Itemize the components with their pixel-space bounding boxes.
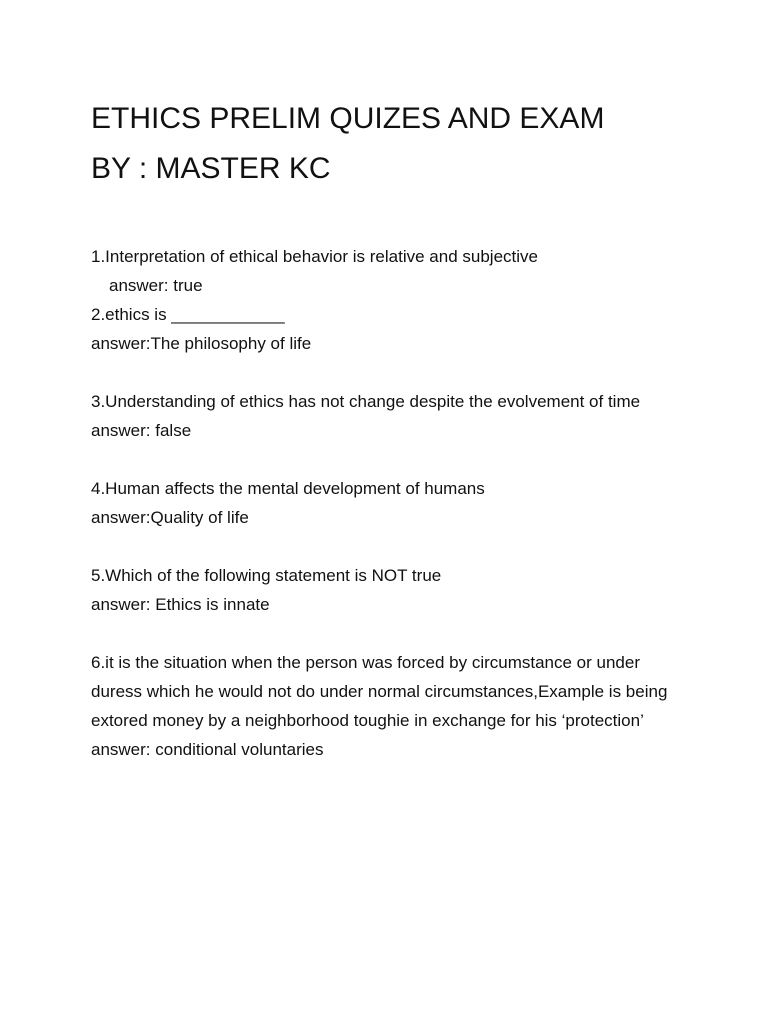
question-6: 6.it is the situation when the person was forced by circumstance or under duress which he would not do under normal circumstances,Example is being extored money by a neighborhood toughie in exchange for his ‘protection’ [91, 653, 668, 730]
quiz-content [91, 242, 691, 764]
title-line-2: BY : MASTER KC [91, 152, 331, 185]
answer-3: answer: false [91, 421, 192, 440]
question-2: 2.ethics is ____________ [91, 305, 285, 324]
question-3: 3.Understanding of ethics has not change despite the evolvement of time [91, 392, 641, 411]
answer-5: answer: Ethics is innate [91, 595, 270, 614]
quiz-item-5 [91, 561, 691, 619]
quiz-item-2 [91, 300, 691, 358]
title-line-1: ETHICS PRELIM QUIZES AND EXAM [91, 102, 605, 135]
answer-1: answer: true [109, 276, 203, 295]
question-4: 4.Human affects the mental development of humans [91, 479, 485, 498]
document-title [91, 94, 604, 194]
answer-6: answer: conditional voluntaries [91, 740, 324, 759]
quiz-item-4 [91, 474, 691, 532]
quiz-item-1 [91, 242, 691, 300]
answer-2: answer:The philosophy of life [91, 334, 312, 353]
quiz-item-3 [91, 387, 691, 445]
answer-4: answer:Quality of life [91, 508, 249, 527]
quiz-item-6 [91, 648, 691, 764]
question-5: 5.Which of the following statement is NOT true [91, 566, 442, 585]
question-1: 1.Interpretation of ethical behavior is relative and subjective [91, 247, 538, 266]
